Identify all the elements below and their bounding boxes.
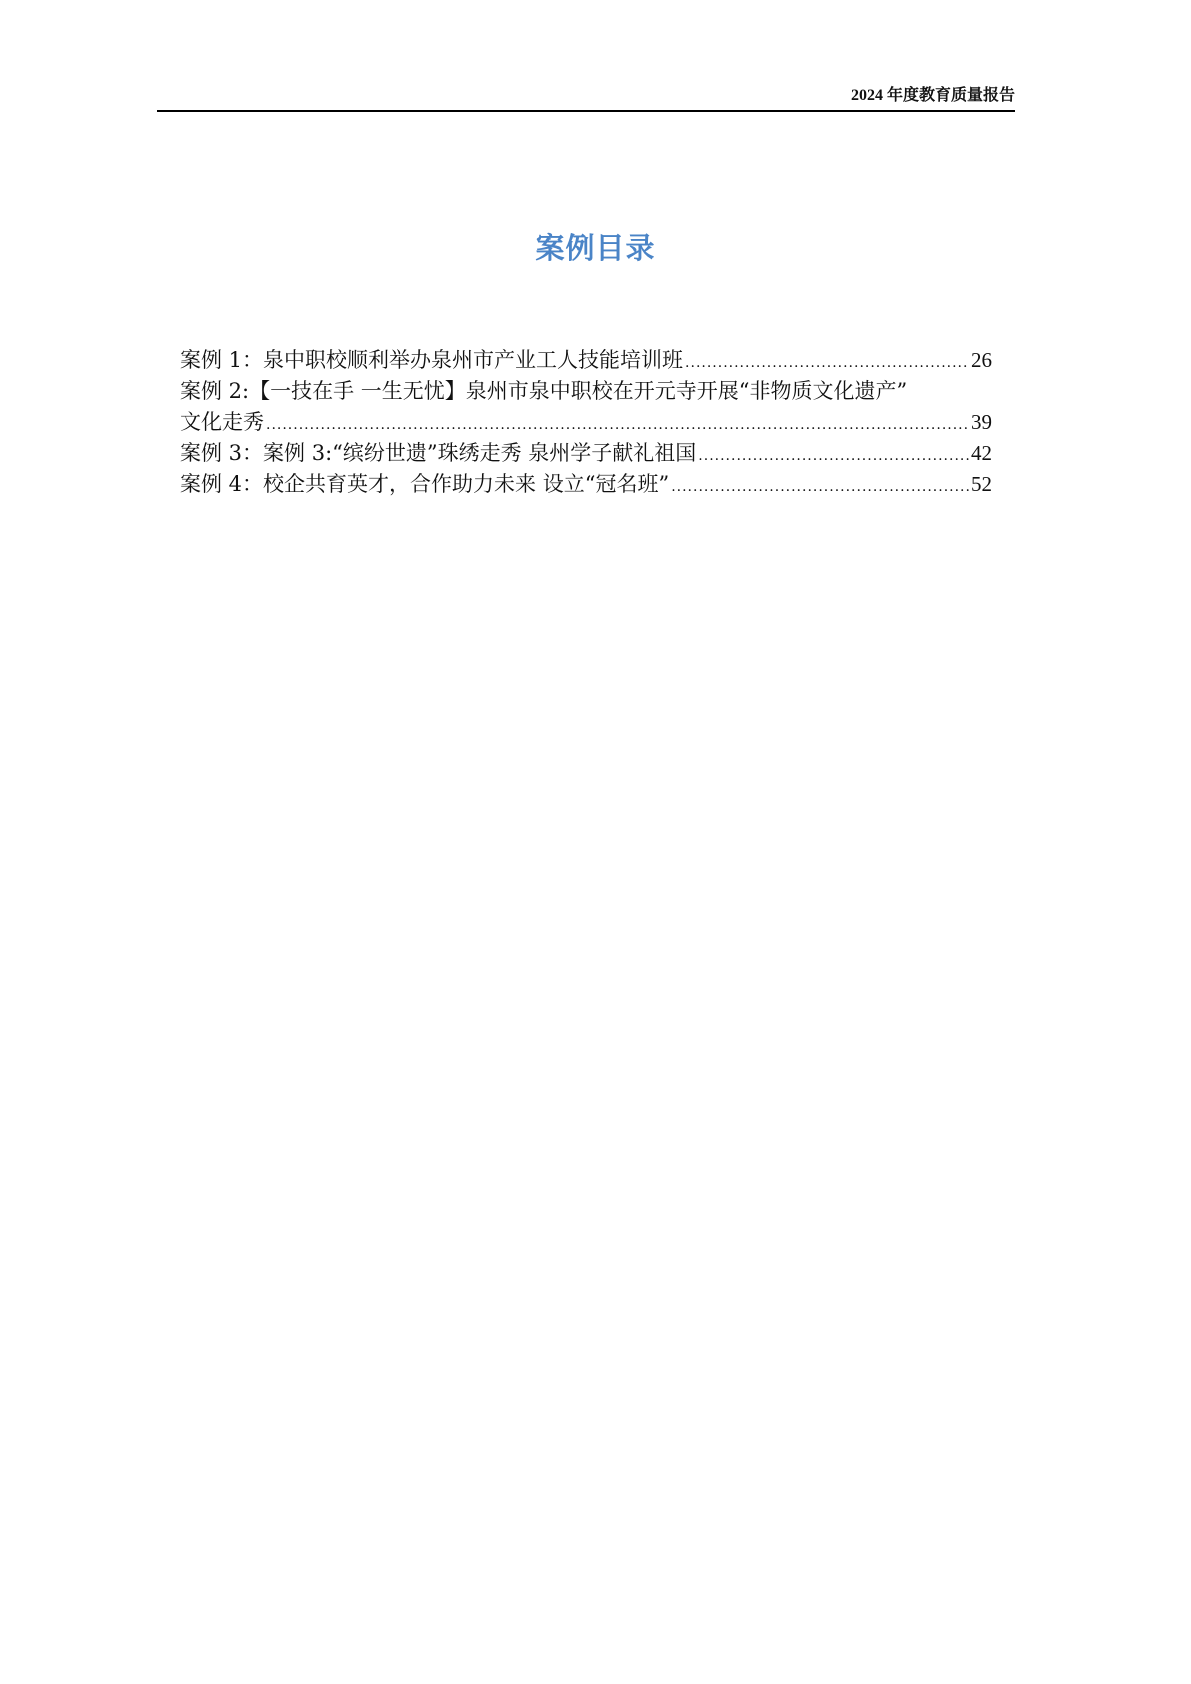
toc-entry-label: 案例 4：校企共育英才，合作助力未来 设立“冠名班” bbox=[180, 472, 670, 496]
toc-entry-4[interactable] bbox=[180, 469, 992, 500]
toc-entry-page: 52 bbox=[971, 472, 992, 496]
toc-leader-dots bbox=[671, 472, 969, 503]
toc-entry-3[interactable] bbox=[180, 438, 992, 469]
toc-entry-page: 26 bbox=[971, 348, 992, 372]
running-header bbox=[157, 86, 1015, 112]
toc-entry-label-line1: 案例 2:【一技在手 一生无忧】泉州市泉中职校在开元寺开展“非物质文化遗产” bbox=[180, 379, 908, 403]
toc-entry-label: 案例 1：泉中职校顺利举办泉州市产业工人技能培训班 bbox=[180, 348, 684, 372]
toc-entry-label-line2: 文化走秀 bbox=[180, 410, 264, 434]
toc-entry-2[interactable] bbox=[180, 376, 992, 438]
report-title: 2024 年度教育质量报告 bbox=[850, 87, 1015, 104]
table-of-contents bbox=[180, 345, 992, 500]
toc-leader-dots bbox=[685, 348, 969, 379]
toc-entry-1[interactable] bbox=[180, 345, 992, 376]
toc-entry-page: 42 bbox=[971, 441, 992, 465]
toc-entry-label: 案例 3：案例 3:“缤纷世遗”珠绣走秀 泉州学子献礼祖国 bbox=[180, 441, 697, 465]
toc-title: 案例目录 bbox=[535, 231, 656, 265]
toc-entry-page: 39 bbox=[971, 410, 992, 434]
toc-leader-dots bbox=[698, 441, 969, 472]
toc-leader-dots bbox=[266, 410, 969, 441]
